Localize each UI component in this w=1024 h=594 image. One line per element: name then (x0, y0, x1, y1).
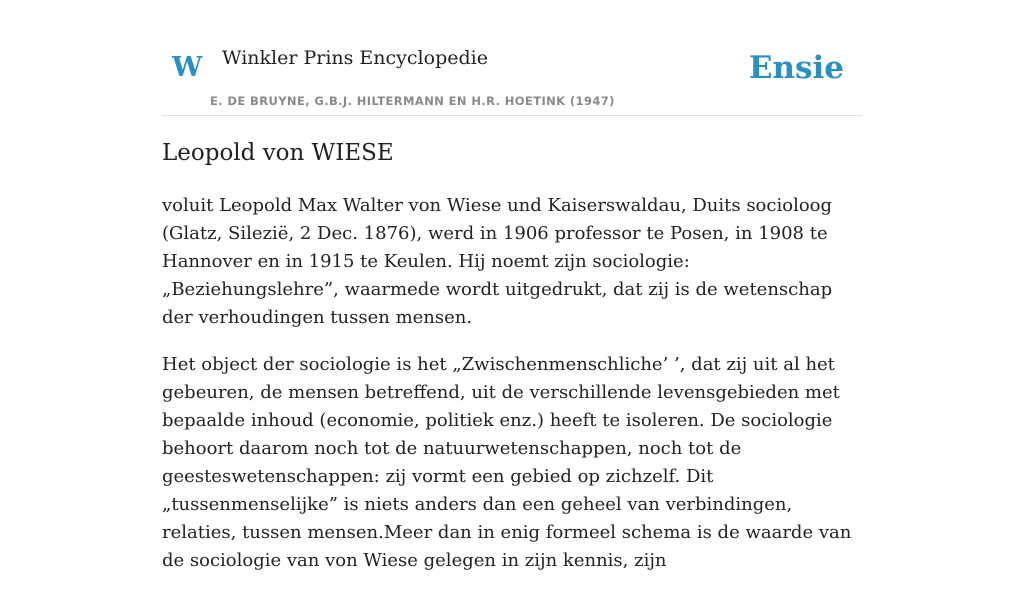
article-body (162, 192, 862, 594)
winkler-prins-logo[interactable]: W (172, 52, 203, 83)
ensie-logo[interactable]: Ensie (748, 50, 844, 86)
site-header (162, 40, 862, 116)
article-title: Leopold von WIESE (162, 140, 394, 166)
publication-title[interactable]: Winkler Prins Encyclopedie (222, 47, 488, 69)
article-paragraph: voluit Leopold Max Walter von Wiese und Kaiserswaldau, Duits socioloog (Glatz, Silezië, 2 Dec. 1876), werd in 1906 professor te Posen, in 1908 te Hannover en in 1915 te Keulen. Hij noemt zijn sociologie: „Beziehungslehre”, waarmede wordt uitgedrukt, dat zij is de wetenschap der verhoudingen tussen mensen. (162, 195, 833, 328)
publication-authors: E. DE BRUYNE, G.B.J. HILTERMANN EN H.R. HOETINK (1947) (210, 94, 615, 108)
article-paragraph: Het object der sociologie is het „Zwischenmenschliche’ ’, dat zij uit al het gebeuren, de mensen betreffend, uit de verschillende levensgebieden met bepaalde inhoud (economie, politiek enz.) heeft te isoleren. De sociologie behoort daarom noch tot de natuurwetenschappen, noch tot de geesteswetenschappen: zij vormt een gebied op zichzelf. Dit „tussenmenselijke” is niets anders dan een geheel van verbindingen, relaties, tussen mensen.Meer dan in enig formeel schema is de waarde van de sociologie van von Wiese gelegen in zijn kennis, zijn (162, 354, 852, 571)
